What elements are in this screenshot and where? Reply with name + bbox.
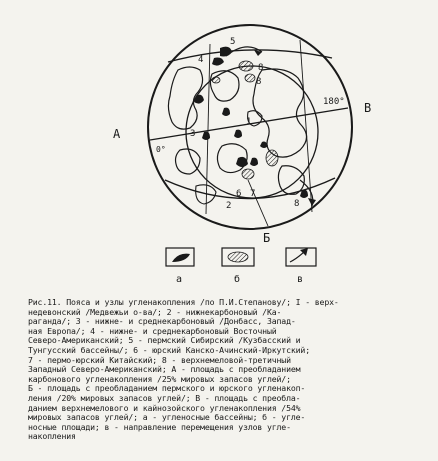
caption-line: ления /20% мировых запасов углей/; В - площадь с преобла-	[28, 392, 301, 403]
legend-label-v: в	[297, 274, 304, 285]
caption-line: Западный Северо-Американский; А - площадь с преобладанием	[28, 364, 301, 375]
caption-line: данием верхнемелового и кайнозойского угленакопления /54%	[28, 402, 301, 413]
point-label: 1	[246, 117, 252, 127]
point-label: 8	[258, 63, 264, 73]
coal-area	[242, 169, 254, 179]
caption-line: Тунгусский бассейны/; 6 - юрский Канско-Ачинский-Иркутский;	[28, 344, 310, 355]
coastline-west	[176, 149, 201, 174]
side-label-a: A	[113, 127, 121, 141]
side-label-b: Б	[263, 231, 271, 245]
coal-area	[266, 150, 278, 166]
legend	[166, 248, 316, 285]
caption-line: Б - площадь с преобладанием пермского и юрского угленакоп-	[28, 383, 306, 394]
figure-caption	[28, 298, 428, 442]
legend-symbol-basin	[172, 254, 190, 262]
caption-line: Рис.11. Пояса и узлы угленакопления /по П.И.Степанову/; I - верх-	[28, 297, 339, 307]
caption-line: мировых запасов углей/; а - угленосные бассейны; б - угле-	[28, 412, 306, 423]
coastline-greenland	[210, 71, 239, 101]
caption-line: карбонового угленакопления /25% мировых запасов углей/;	[28, 373, 291, 384]
point-label: 7	[250, 189, 256, 199]
caption-line: раганда/; 3 - нижне- и среднекарбоновый /Донбасс, Запад-	[28, 316, 296, 327]
legend-symbol-area	[228, 252, 248, 262]
coal-area	[212, 77, 220, 83]
top-arc-line	[168, 50, 332, 62]
angle-180-label: 180°	[323, 97, 345, 107]
divider-line-left	[206, 44, 210, 214]
point-label: 8	[294, 199, 300, 209]
angle-0-label: 0°	[156, 145, 166, 154]
side-label-v: B	[364, 101, 372, 115]
legend-label-a: а	[176, 274, 183, 285]
point-label: 5	[230, 37, 236, 47]
caption-line: носные площади; в - направление перемещения узлов угле-	[28, 421, 291, 432]
caption-line: 7 - пермо-юрский Китайский; 8 - верхнемеловой-третичный	[28, 354, 291, 365]
coal-basin	[234, 130, 242, 138]
coal-basin	[212, 58, 224, 66]
coal-area	[239, 61, 253, 71]
legend-label-b: б	[234, 274, 241, 285]
point-label: 8	[256, 77, 262, 87]
divider-line-bottom	[248, 180, 268, 226]
point-label: 4	[198, 55, 204, 65]
coal-basin	[220, 47, 232, 57]
coal-basin	[202, 132, 210, 140]
coal-basin	[236, 157, 248, 167]
caption-line: ная Европа/; 4 - нижне- и среднекарбоновый Восточный	[28, 325, 277, 336]
coal-basin	[222, 108, 230, 116]
point-label: 6	[236, 189, 242, 199]
caption-line: недевонский /Медвежьи о-ва/; 2 - нижнекарбоновый /Ка-	[28, 306, 282, 317]
caption-line: Северо-Американский; 5 - пермский Сибирский /Кузбасский и	[28, 335, 301, 346]
coal-area	[245, 74, 255, 82]
caption-line: накопления	[28, 431, 76, 442]
point-label: 3	[190, 129, 196, 139]
coal-basin	[250, 158, 258, 166]
point-label: 2	[226, 201, 232, 211]
